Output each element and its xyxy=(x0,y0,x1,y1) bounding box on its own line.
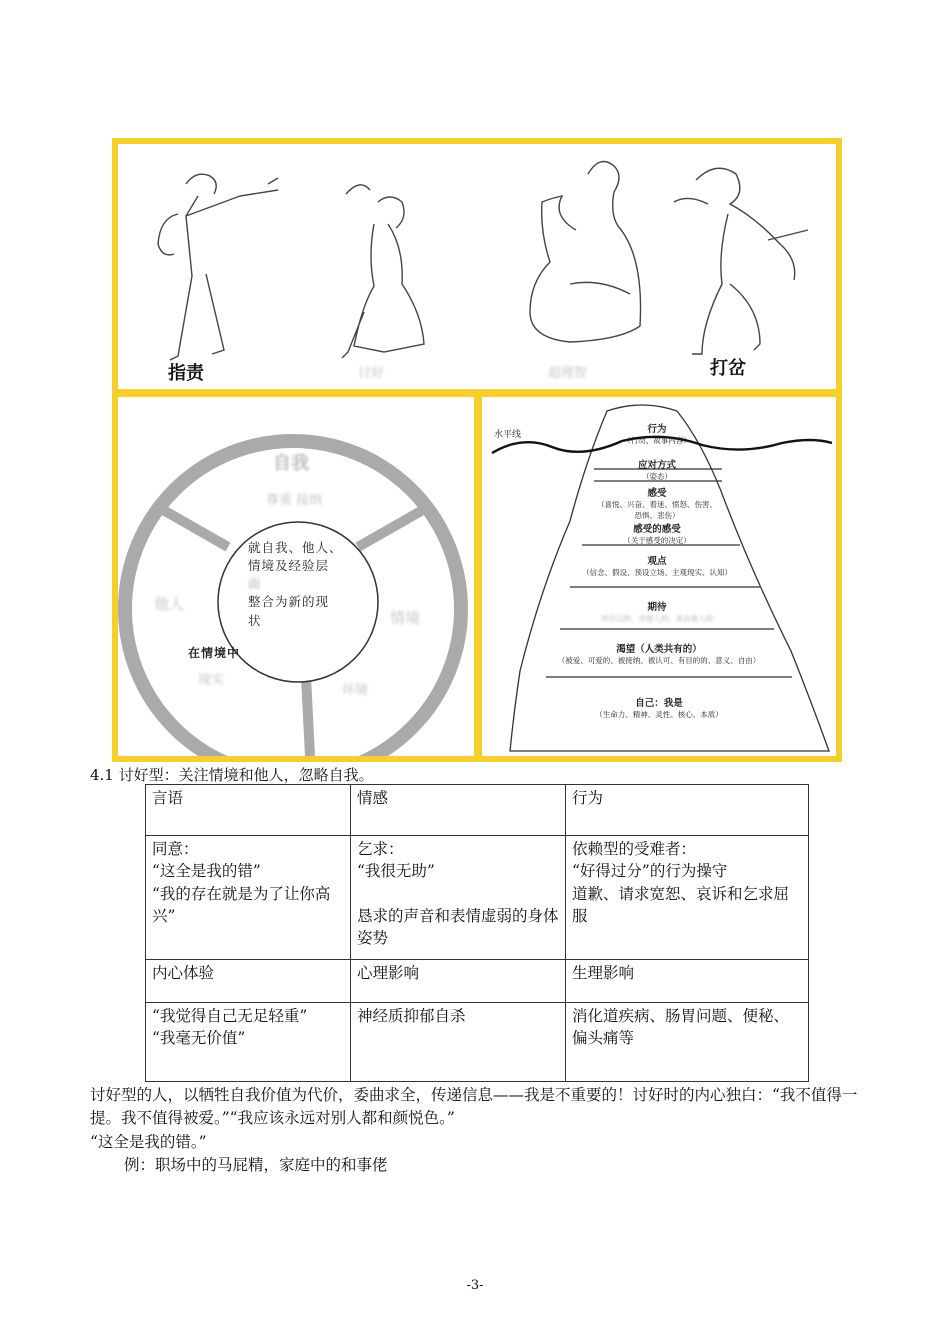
blaming-figure xyxy=(158,174,278,360)
iceberg-level-sub: 对自己的、对他人的、来自他人的 xyxy=(600,614,714,623)
coping-stances-panel xyxy=(118,144,836,389)
table-row xyxy=(146,836,809,960)
wheel-center-line: 状 xyxy=(248,612,262,628)
stance-label-superreasonable: 超理智 xyxy=(548,366,588,381)
iceberg-level xyxy=(542,641,776,666)
wheel-center-line: 就自我、他人、 xyxy=(248,540,343,555)
table-header-cell: 生理影响 xyxy=(566,960,809,1003)
cell-line: 道歉、请求宽恕、哀诉和乞求屈服 xyxy=(572,884,790,926)
page-number: -3- xyxy=(466,1278,484,1293)
stance-label-blame: 指责 xyxy=(168,363,204,384)
iceberg-level-title: 期待 xyxy=(647,602,667,613)
wheel-center-line: 面 xyxy=(248,576,262,592)
iceberg-level-title: 行为 xyxy=(647,424,667,435)
iceberg-level-title: 应对方式 xyxy=(637,460,676,471)
wheel-spoke-bottom xyxy=(306,677,310,756)
cell-line: 依赖型的受难者： xyxy=(572,840,697,858)
table-row xyxy=(146,960,809,1003)
wheel-reality: 现实 xyxy=(198,673,225,688)
iceberg-level-title: 感受 xyxy=(647,488,667,499)
iceberg-level-title: 渴望（人类共有的） xyxy=(616,644,702,655)
iceberg-level-sub: （行动、故事内容） xyxy=(623,436,691,445)
cell-line: “好得过分”的行为操守 xyxy=(572,862,728,881)
cell-line: 恳求的声音和表情虚弱的身体姿势 xyxy=(357,906,559,948)
iceberg-level-sub: （生命力、精神、灵性、核心、本质） xyxy=(595,710,723,719)
table-header-cell: 心理影响 xyxy=(351,960,566,1003)
stance-label-placate: 讨好 xyxy=(358,366,385,381)
placating-table xyxy=(145,784,809,1082)
stances-drawing xyxy=(118,144,836,389)
wheel-self-sub: 尊重 接纳 xyxy=(266,493,323,508)
inner-experience-cell xyxy=(146,1003,351,1082)
iceberg-level-title: 观点 xyxy=(647,556,667,567)
cell-line: “这全是我的错” xyxy=(152,862,261,881)
iceberg-level xyxy=(562,485,752,521)
wheel-center-line: 整合为新的现 xyxy=(248,594,330,610)
cell-line: “我的存在就是为了让你高兴” xyxy=(152,884,331,926)
physio-impact-cell: 消化道疾病、肠胃问题、便秘、偏头痛等 xyxy=(566,1003,809,1082)
body-paragraph: “这全是我的错。” xyxy=(90,1133,207,1151)
iceberg-level-title: 感受的感受 xyxy=(633,524,681,535)
iceberg-level xyxy=(562,521,752,546)
cell-line: 乞求： xyxy=(357,840,404,858)
psych-impact-cell: 神经质抑郁自杀 xyxy=(351,1003,566,1082)
body-paragraph: 讨好型的人，以牺牲自我价值为代价，委曲求全，传递信息——我是不重要的！讨好时的内心独白：“我不值得一提。我不值得被爱。”“我应该永远对别人都和颜悦色。” xyxy=(90,1086,858,1128)
iceberg-level xyxy=(562,421,752,446)
iceberg-level-title: 自己：我是 xyxy=(635,698,683,709)
wheel-context: 情境 xyxy=(390,609,421,627)
iceberg-level xyxy=(562,599,752,624)
table-header-cell: 行为 xyxy=(566,785,809,836)
iceberg-level-sub: （关于感受的决定） xyxy=(623,536,691,545)
wheel-in-context: 在情境中 xyxy=(188,646,241,660)
section-caption: 4.1 讨好型：关注情境和他人，忽略自我。 xyxy=(90,766,374,784)
cell-line: “我毫无价值” xyxy=(152,1029,246,1048)
iceberg-level-sub: （被爱、可爱的、被接纳、被认可、有目的的、意义、自由） xyxy=(557,656,761,665)
cell-line: “我觉得自己无足轻重” xyxy=(152,1007,308,1025)
wheel-environment: 环境 xyxy=(342,683,369,698)
iceberg-panel xyxy=(482,397,836,756)
wheel-spoke-right xyxy=(358,507,428,547)
table-header-cell: 言语 xyxy=(146,785,351,836)
speech-cell xyxy=(146,836,351,960)
iceberg-level xyxy=(562,553,752,578)
waterline-label: 水平线 xyxy=(494,430,522,440)
wheel-others: 他人 xyxy=(154,595,185,613)
wheel-center-line: 情境及经验层 xyxy=(248,558,330,574)
table-header-cell: 内心体验 xyxy=(146,960,351,1003)
cell-line: “我很无助” xyxy=(357,862,435,881)
superreasonable-figure xyxy=(530,162,641,343)
example-paragraph: 例：职场中的马屁精，家庭中的和事佬 xyxy=(124,1156,388,1174)
wheel-spoke-left xyxy=(158,507,228,547)
wheel-self: 自我 xyxy=(273,453,309,474)
congruence-wheel-panel xyxy=(118,397,474,756)
table-row xyxy=(146,785,809,836)
iceberg-level-sub: （喜悦、兴奋、着迷、愤怒、伤害、恐惧、悲伤） xyxy=(597,500,717,520)
table-header-cell: 情感 xyxy=(351,785,566,836)
cell-line: 同意： xyxy=(152,840,199,858)
iceberg-level xyxy=(542,695,776,720)
behavior-cell xyxy=(566,836,809,960)
iceberg-level-sub: （姿态） xyxy=(642,472,672,481)
wheel-center-text xyxy=(248,539,343,630)
stance-label-irrelevant: 打岔 xyxy=(710,358,746,379)
satir-figure xyxy=(112,138,842,762)
table-row xyxy=(146,1003,809,1082)
irrelevant-figure xyxy=(674,168,808,354)
iceberg-level xyxy=(562,457,752,482)
placating-figure xyxy=(342,185,424,358)
emotion-cell xyxy=(351,836,566,960)
cell-line xyxy=(357,883,559,905)
iceberg-level-sub: （信念、假设、预设立场、主观现实、认知） xyxy=(582,568,732,577)
